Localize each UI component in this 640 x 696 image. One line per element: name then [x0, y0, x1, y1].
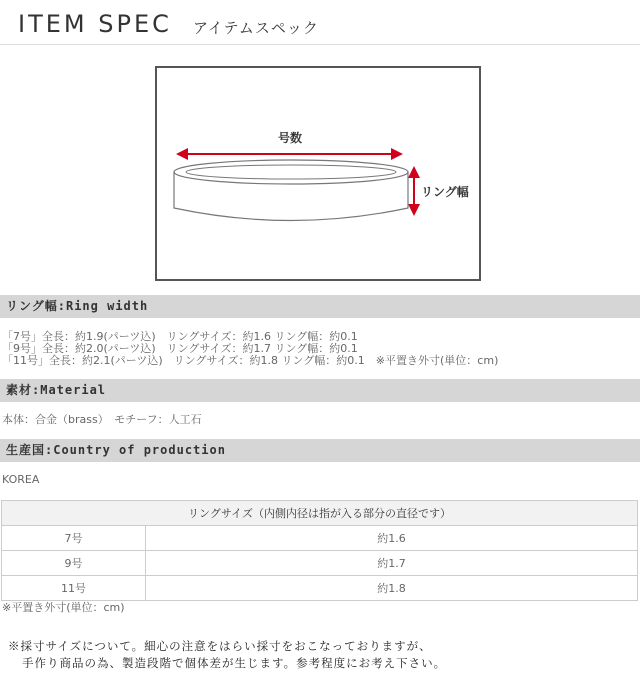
table-row — [2, 526, 638, 551]
size-label: 号数 — [277, 131, 303, 145]
disclaimer-line: ※採寸サイズについて。細心の注意をはらい採寸をおこなっておりますが、 — [8, 639, 432, 653]
size-table-header: リングサイズ（内側内径は指が入る部分の直径です） — [2, 501, 638, 526]
value-cell: 約1.7 — [146, 551, 638, 576]
value-cell: 約1.6 — [146, 526, 638, 551]
section-heading-material: 素材:Material — [0, 379, 640, 402]
header-divider — [0, 44, 640, 45]
page-subtitle: アイテムスペック — [193, 19, 319, 37]
size-table — [1, 500, 638, 601]
section-heading-ring-width: リング幅:Ring width — [0, 295, 640, 318]
ring-width-line: 「11号」全長：約2.1(パーツ込) リングサイズ：約1.8 リング幅：約0.1 ※平置き外寸(単位：cm) — [2, 354, 499, 367]
size-note: ※平置き外寸(単位：cm) — [2, 601, 125, 614]
width-label: リング幅 — [421, 185, 469, 199]
value-cell: 約1.8 — [146, 576, 638, 601]
ring-diagram — [155, 66, 481, 281]
disclaimer-line: 手作り商品の為、製造段階で個体差が生じます。参考程度にお考え下さい。 — [22, 656, 447, 670]
measurement-disclaimer — [8, 638, 446, 672]
size-cell: 7号 — [2, 526, 146, 551]
table-row — [2, 576, 638, 601]
ring-illustration — [157, 68, 479, 279]
country-text: KOREA — [2, 473, 40, 486]
ring-width-line: 「7号」全長：約1.9(パーツ込) リングサイズ：約1.6 リング幅：約0.1 — [2, 330, 358, 343]
table-row — [2, 551, 638, 576]
page-title: ITEM SPEC — [18, 10, 172, 38]
size-cell: 9号 — [2, 551, 146, 576]
section-heading-country: 生産国:Country of production — [0, 439, 640, 462]
material-text: 本体：合金（brass） モチーフ：人工石 — [2, 413, 202, 426]
ring-width-line: 「9号」全長：約2.0(パーツ込) リングサイズ：約1.7 リング幅：約0.1 — [2, 342, 358, 355]
size-cell: 11号 — [2, 576, 146, 601]
